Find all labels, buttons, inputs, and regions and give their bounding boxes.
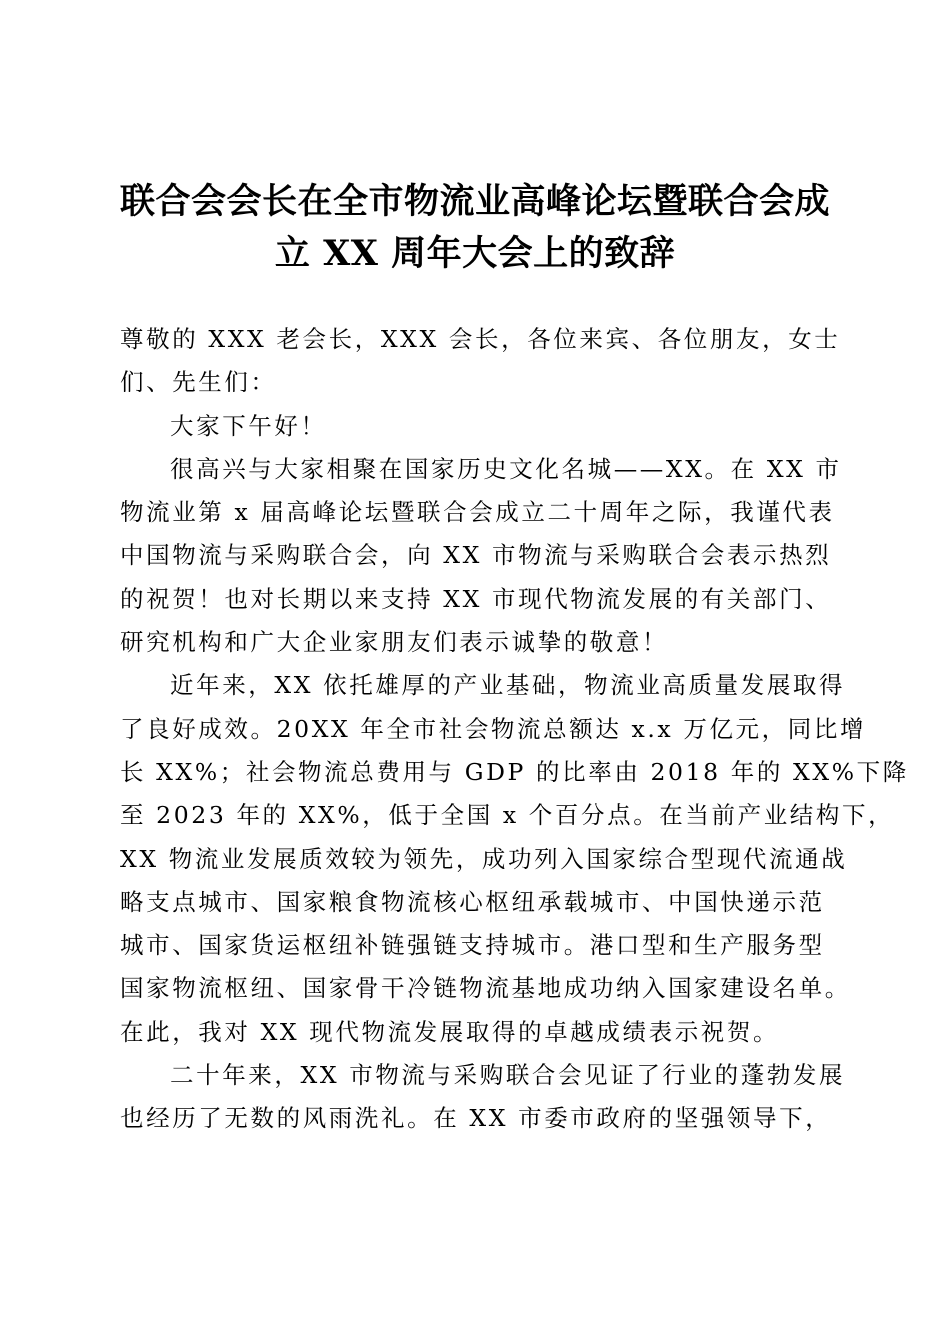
- text-line: XX 物流业发展质效较为领先，成功列入国家综合型现代流通战: [120, 844, 848, 873]
- title-line-1: 联合会会长在全市物流业高峰论坛暨联合会成: [119, 181, 830, 222]
- text-line: 城市、国家货运枢纽补链强链支持城市。港口型和生产服务型: [120, 931, 825, 960]
- document-body: [120, 318, 909, 1141]
- text-line: 近年来，XX 依托雄厚的产业基础，物流业高质量发展取得: [170, 671, 846, 700]
- text-line: 大家下午好！: [170, 411, 327, 440]
- text-line: 略支点城市、国家粮食物流核心枢纽承载城市、中国快递示范: [120, 887, 825, 916]
- text-line: 物流业第 x 届高峰论坛暨联合会成立二十周年之际，我谨代表: [120, 498, 835, 527]
- text-line: 长 XX%；社会物流总费用与 GDP 的比率由 2018 年的 XX%下降: [120, 757, 909, 786]
- text-line: 二十年来，XX 市物流与采购联合会见证了行业的蓬勃发展: [170, 1061, 846, 1090]
- text-line: 中国物流与采购联合会，向 XX 市物流与采购联合会表示热烈: [120, 541, 832, 570]
- text-line: 在此，我对 XX 现代物流发展取得的卓越成绩表示祝贺。: [120, 1017, 780, 1046]
- history-paragraph: [120, 1054, 846, 1141]
- text-line: 很高兴与大家相聚在国家历史文化名城——XX。在 XX 市: [170, 454, 842, 483]
- text-line: 也经历了无数的风雨洗礼。在 XX 市委市政府的坚强领导下，: [120, 1104, 832, 1133]
- document-title: [110, 176, 840, 280]
- welcome-paragraph: [120, 448, 842, 664]
- text-line: 至 2023 年的 XX%，低于全国 x 个百分点。在当前产业结构下，: [120, 801, 895, 830]
- text-line: 国家物流枢纽、国家骨干冷链物流基地成功纳入国家建设名单。: [120, 974, 851, 1003]
- achievements-paragraph: [120, 664, 909, 1054]
- greeting-paragraph: [120, 405, 834, 448]
- text-line: 尊敬的 XXX 老会长，XXX 会长，各位来宾、各位朋友，女士: [120, 325, 841, 353]
- text-line: 的祝贺！也对长期以来支持 XX 市现代物流发展的有关部门、: [120, 584, 832, 613]
- salutation-paragraph: [120, 318, 841, 405]
- title-line-2: 立 XX 周年大会上的致辞: [274, 233, 676, 274]
- text-line: 们、先生们：: [120, 368, 277, 397]
- text-line: 研究机构和广大企业家朋友们表示诚挚的敬意！: [120, 628, 669, 657]
- text-line: 了良好成效。20XX 年全市社会物流总额达 x.x 万亿元，同比增: [120, 714, 867, 743]
